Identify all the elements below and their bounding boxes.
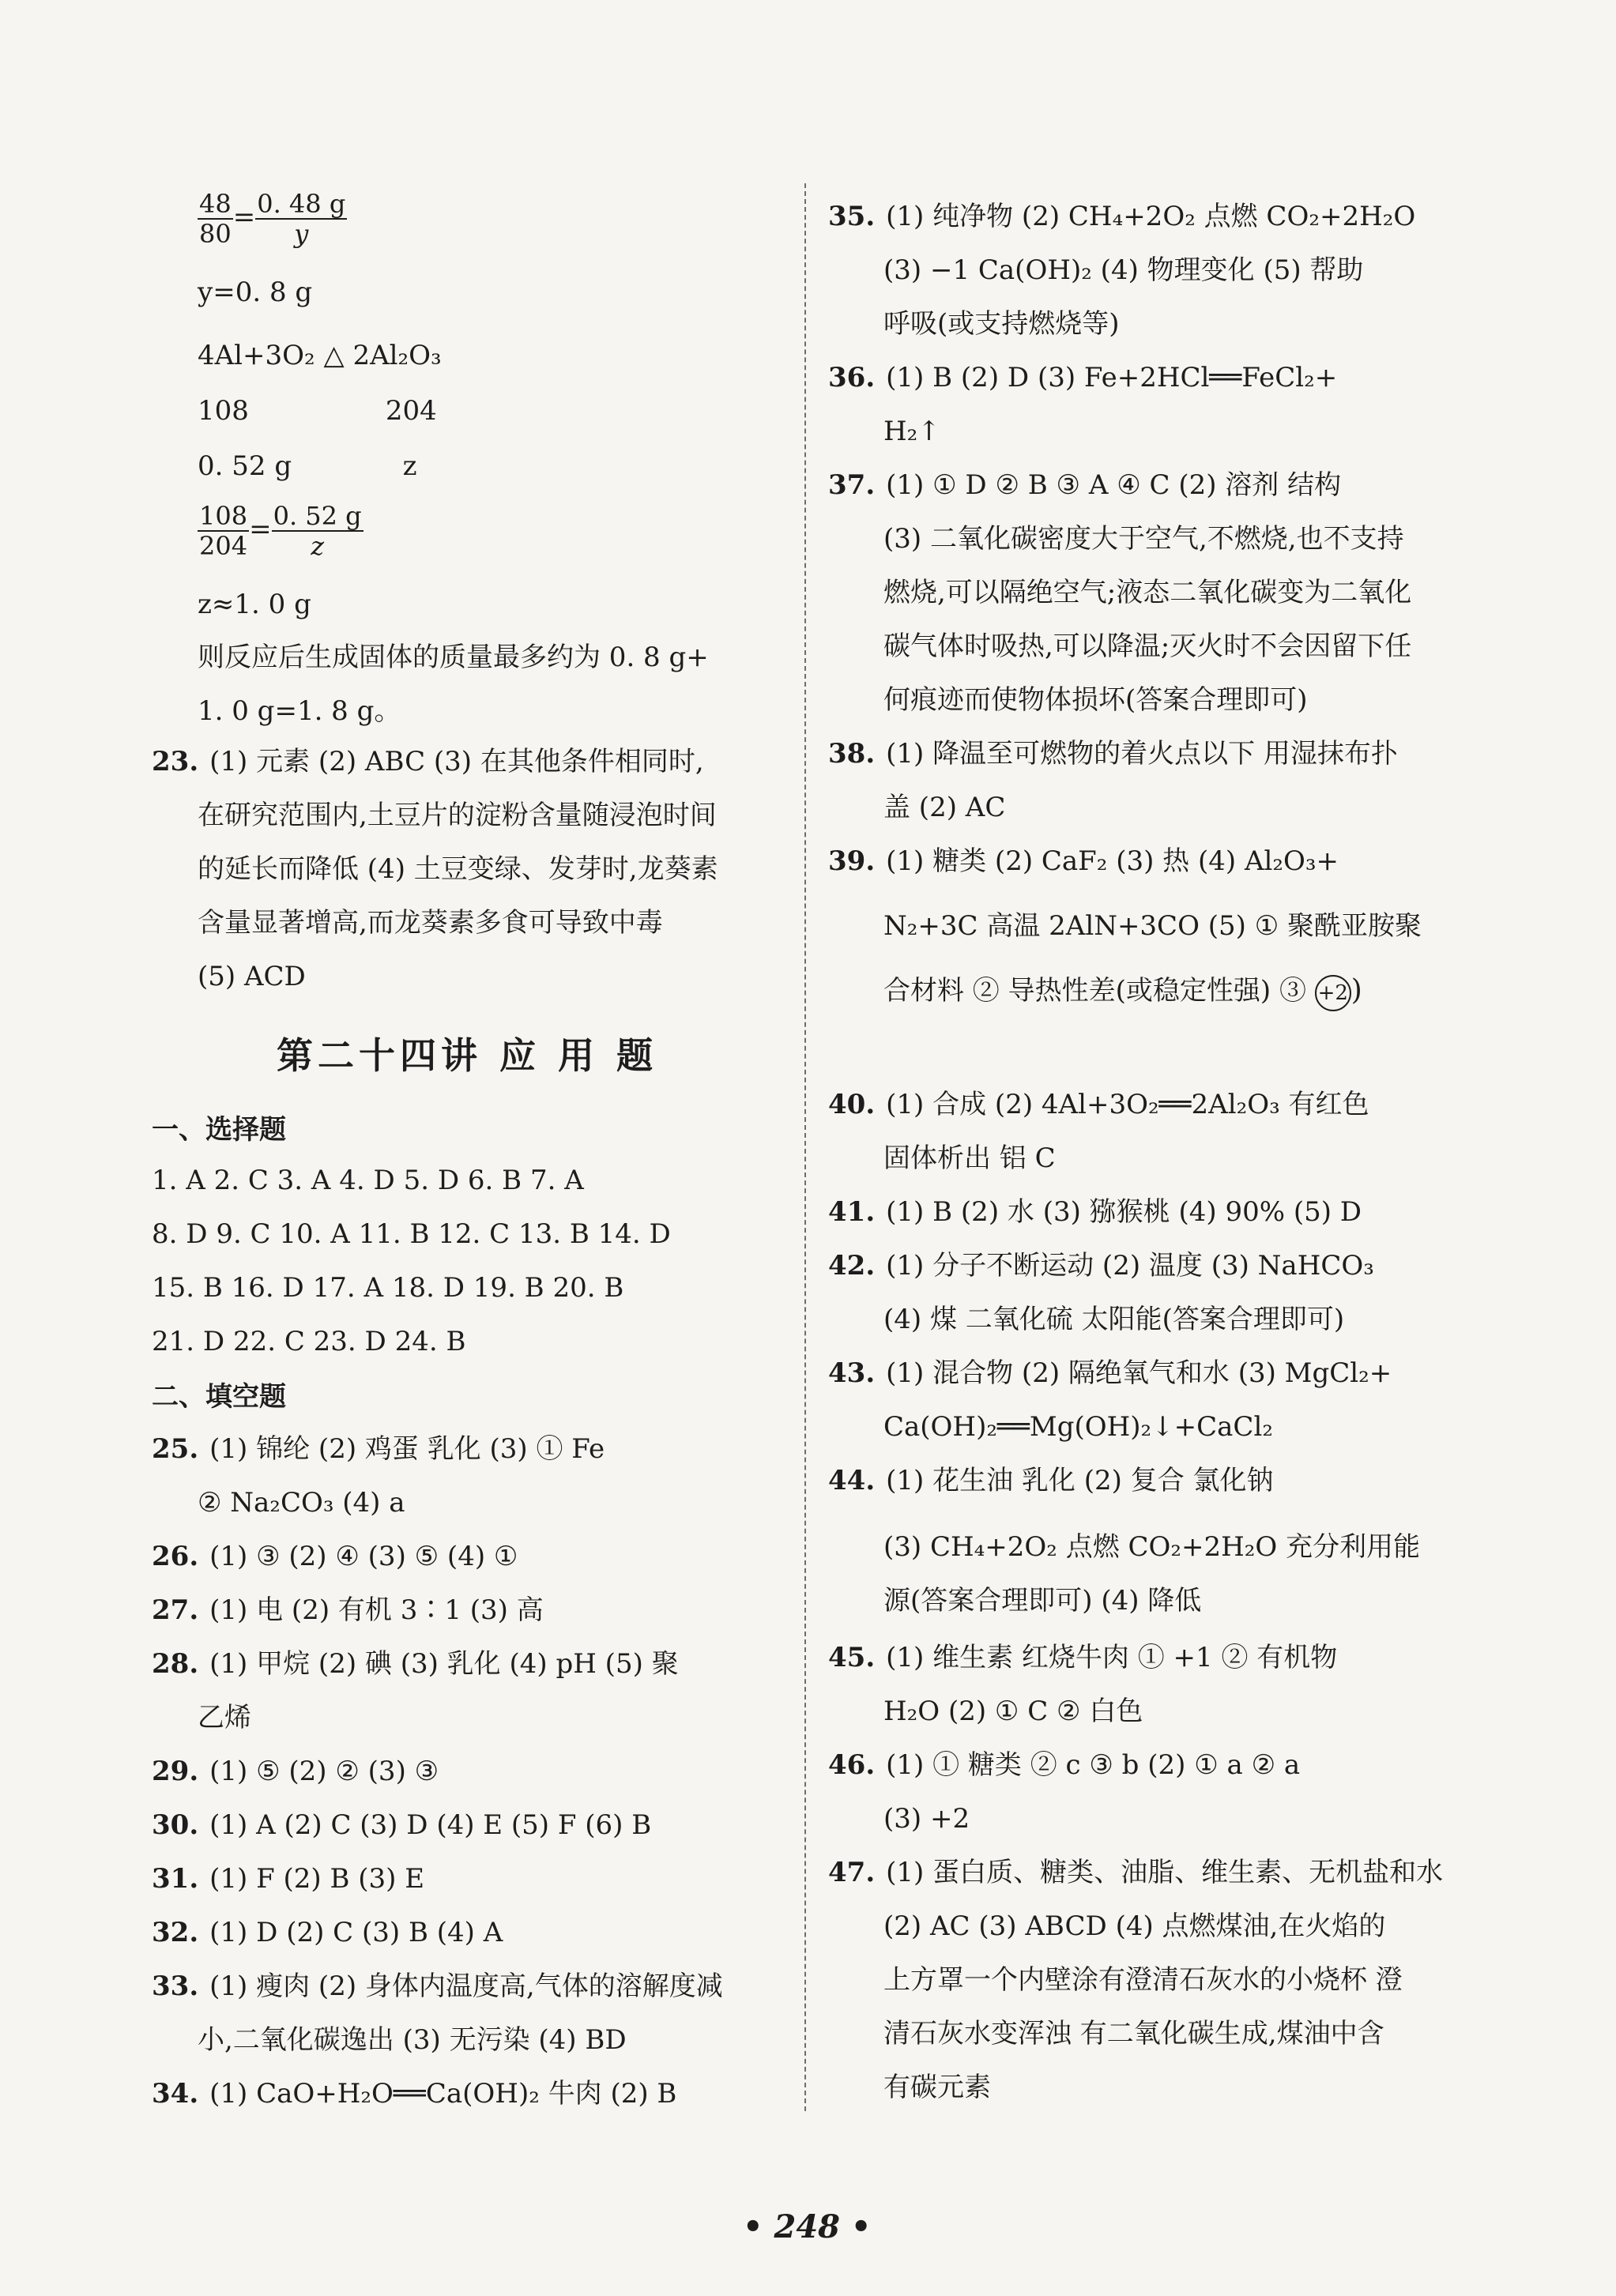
calc-line-8: 则反应后生成固体的质量最多约为 0. 8 g+ (198, 642, 709, 673)
answer-36: 36. (1) B (2) D (3) Fe+2HCl══FeCl₂+ H₂↑ (828, 362, 1338, 447)
answer-43: 43. (1) 混合物 (2) 隔绝氧气和水 (3) MgCl₂+ Ca(OH)₂══Mg(OH)₂↓+CaCl₂ (828, 1357, 1392, 1443)
mc-row-1: 1. A 2. C 3. A 4. D 5. D 6. B 7. A (152, 1165, 584, 1196)
answer-29: 29. (1) ⑤ (2) ② (3) ③ (152, 1756, 439, 1787)
calc-line-9: 1. 0 g=1. 8 g。 (198, 695, 401, 727)
answer-46: 46. (1) ① 糖类 ② c ③ b (2) ① a ② a (3) +2 (828, 1749, 1301, 1835)
answer-33: 33. (1) 瘦肉 (2) 身体内温度高,气体的溶解度减 小,二氧化碳逸出 (3) 无污染 (4) BD (152, 1970, 723, 2056)
calc-line-1: $\frac{48}{80}$ = $\frac{0. 48 g}{y}$ (199, 189, 346, 249)
answer-25: 25. (1) 锦纶 (2) 鸡蛋 乳化 (3) ① Fe ② Na₂CO₃ (4) a (152, 1433, 605, 1519)
answer-32: 32. (1) D (2) C (3) B (4) A (152, 1917, 503, 1948)
answer-35: 35. (1) 纯净物 (2) CH₄+2O₂ 点燃 CO₂+2H₂O (3) −1 Ca(OH)₂ (4) 物理变化 (5) 帮助 呼吸(或支持燃烧等) (828, 201, 1416, 340)
answer-31: 31. (1) F (2) B (3) E (152, 1863, 425, 1895)
atom-structure-icon: +2 (1315, 975, 1351, 1011)
answer-44: 44. (1) 花生油 乳化 (2) 复合 氯化钠 (3) CH₄+2O₂ 点燃 CO₂+2H₂O 充分利用能 源(答案合理即可) (4) 降低 (828, 1465, 1421, 1617)
answer-28: 28. (1) 甲烷 (2) 碘 (3) 乳化 (4) pH (5) 聚 乙烯 (152, 1648, 679, 1733)
calc-line-4: 108 204 (198, 395, 437, 427)
calc-line-7: z≈1. 0 g (198, 589, 311, 620)
answer-39: 39. (1) 糖类 (2) CaF₂ (3) 热 (4) Al₂O₃+ N₂+3C 高温 2AlN+3CO (5) ① 聚酰亚胺聚 合材料 ② 导热性差(或稳定性强) ③ +2 ) (828, 834, 1422, 1018)
calc-line-2: y=0. 8 g (198, 277, 313, 308)
answer-30: 30. (1) A (2) C (3) D (4) E (5) F (6) B (152, 1809, 652, 1841)
mc-row-4: 21. D 22. C 23. D 24. B (152, 1326, 466, 1357)
calc-line-3: 4Al+3O₂ △ 2Al₂O₃ (198, 340, 442, 371)
answer-47: 47. (1) 蛋白质、糖类、油脂、维生素、无机盐和水 (2) AC (3) ABCD (4) 点燃煤油,在火焰的 上方罩一个内壁涂有澄清石灰水的小烧杯 澄 清石灰水变浑浊 有二氧化碳生成,煤油中含 有碳元素 (828, 1857, 1444, 2103)
section-fill-heading: 二、填空题 (152, 1381, 286, 1413)
column-divider (804, 183, 806, 2111)
answer-34: 34. (1) CaO+H₂O══Ca(OH)₂ 牛肉 (2) B (152, 2078, 677, 2110)
answer-23: 23. (1) 元素 (2) ABC (3) 在其他条件相同时, 在研究范围内,土豆片的淀粉含量随浸泡时间 的延长而降低 (4) 土豆变绿、发芽时,龙葵素 含量显著增高,而龙葵素多食可导致中毒 (5) ACD (152, 746, 718, 992)
page-number: • 248 • (743, 2208, 872, 2245)
lecture-title: 第二十四讲 应 用 题 (277, 1034, 658, 1077)
answer-42: 42. (1) 分子不断运动 (2) 温度 (3) NaHCO₃ (4) 煤 二氧化硫 太阳能(答案合理即可) (828, 1250, 1374, 1335)
answer-26: 26. (1) ③ (2) ④ (3) ⑤ (4) ① (152, 1541, 518, 1572)
answer-41: 41. (1) B (2) 水 (3) 猕猴桃 (4) 90% (5) D (828, 1196, 1362, 1228)
section-choice-heading: 一、选择题 (152, 1114, 286, 1146)
calc-line-6: $\frac{108}{204}$ = $\frac{0. 52 g}{z}$ (199, 501, 362, 561)
answer-45: 45. (1) 维生素 红烧牛肉 ① +1 ② 有机物 H₂O (2) ① C ② 白色 (828, 1642, 1338, 1727)
mc-row-3: 15. B 16. D 17. A 18. D 19. B 20. B (152, 1272, 624, 1304)
answer-27: 27. (1) 电 (2) 有机 3∶1 (3) 高 (152, 1594, 544, 1626)
answer-38: 38. (1) 降温至可燃物的着火点以下 用湿抹布扑 盖 (2) AC (828, 738, 1398, 823)
mc-row-2: 8. D 9. C 10. A 11. B 12. C 13. B 14. D (152, 1218, 671, 1250)
answer-40: 40. (1) 合成 (2) 4Al+3O₂══2Al₂O₃ 有红色 固体析出 铝 C (828, 1089, 1369, 1174)
calc-line-5: 0. 52 g z (198, 450, 417, 482)
answer-37: 37. (1) ① D ② B ③ A ④ C (2) 溶剂 结构 (3) 二氧化碳密度大于空气,不燃烧,也不支持 燃烧,可以隔绝空气;液态二氧化碳变为二氧化 碳气体时吸热,可以降温;灭火时不会因留下任 何痕迹而使物体损坏(答案合理即可) (828, 469, 1412, 716)
